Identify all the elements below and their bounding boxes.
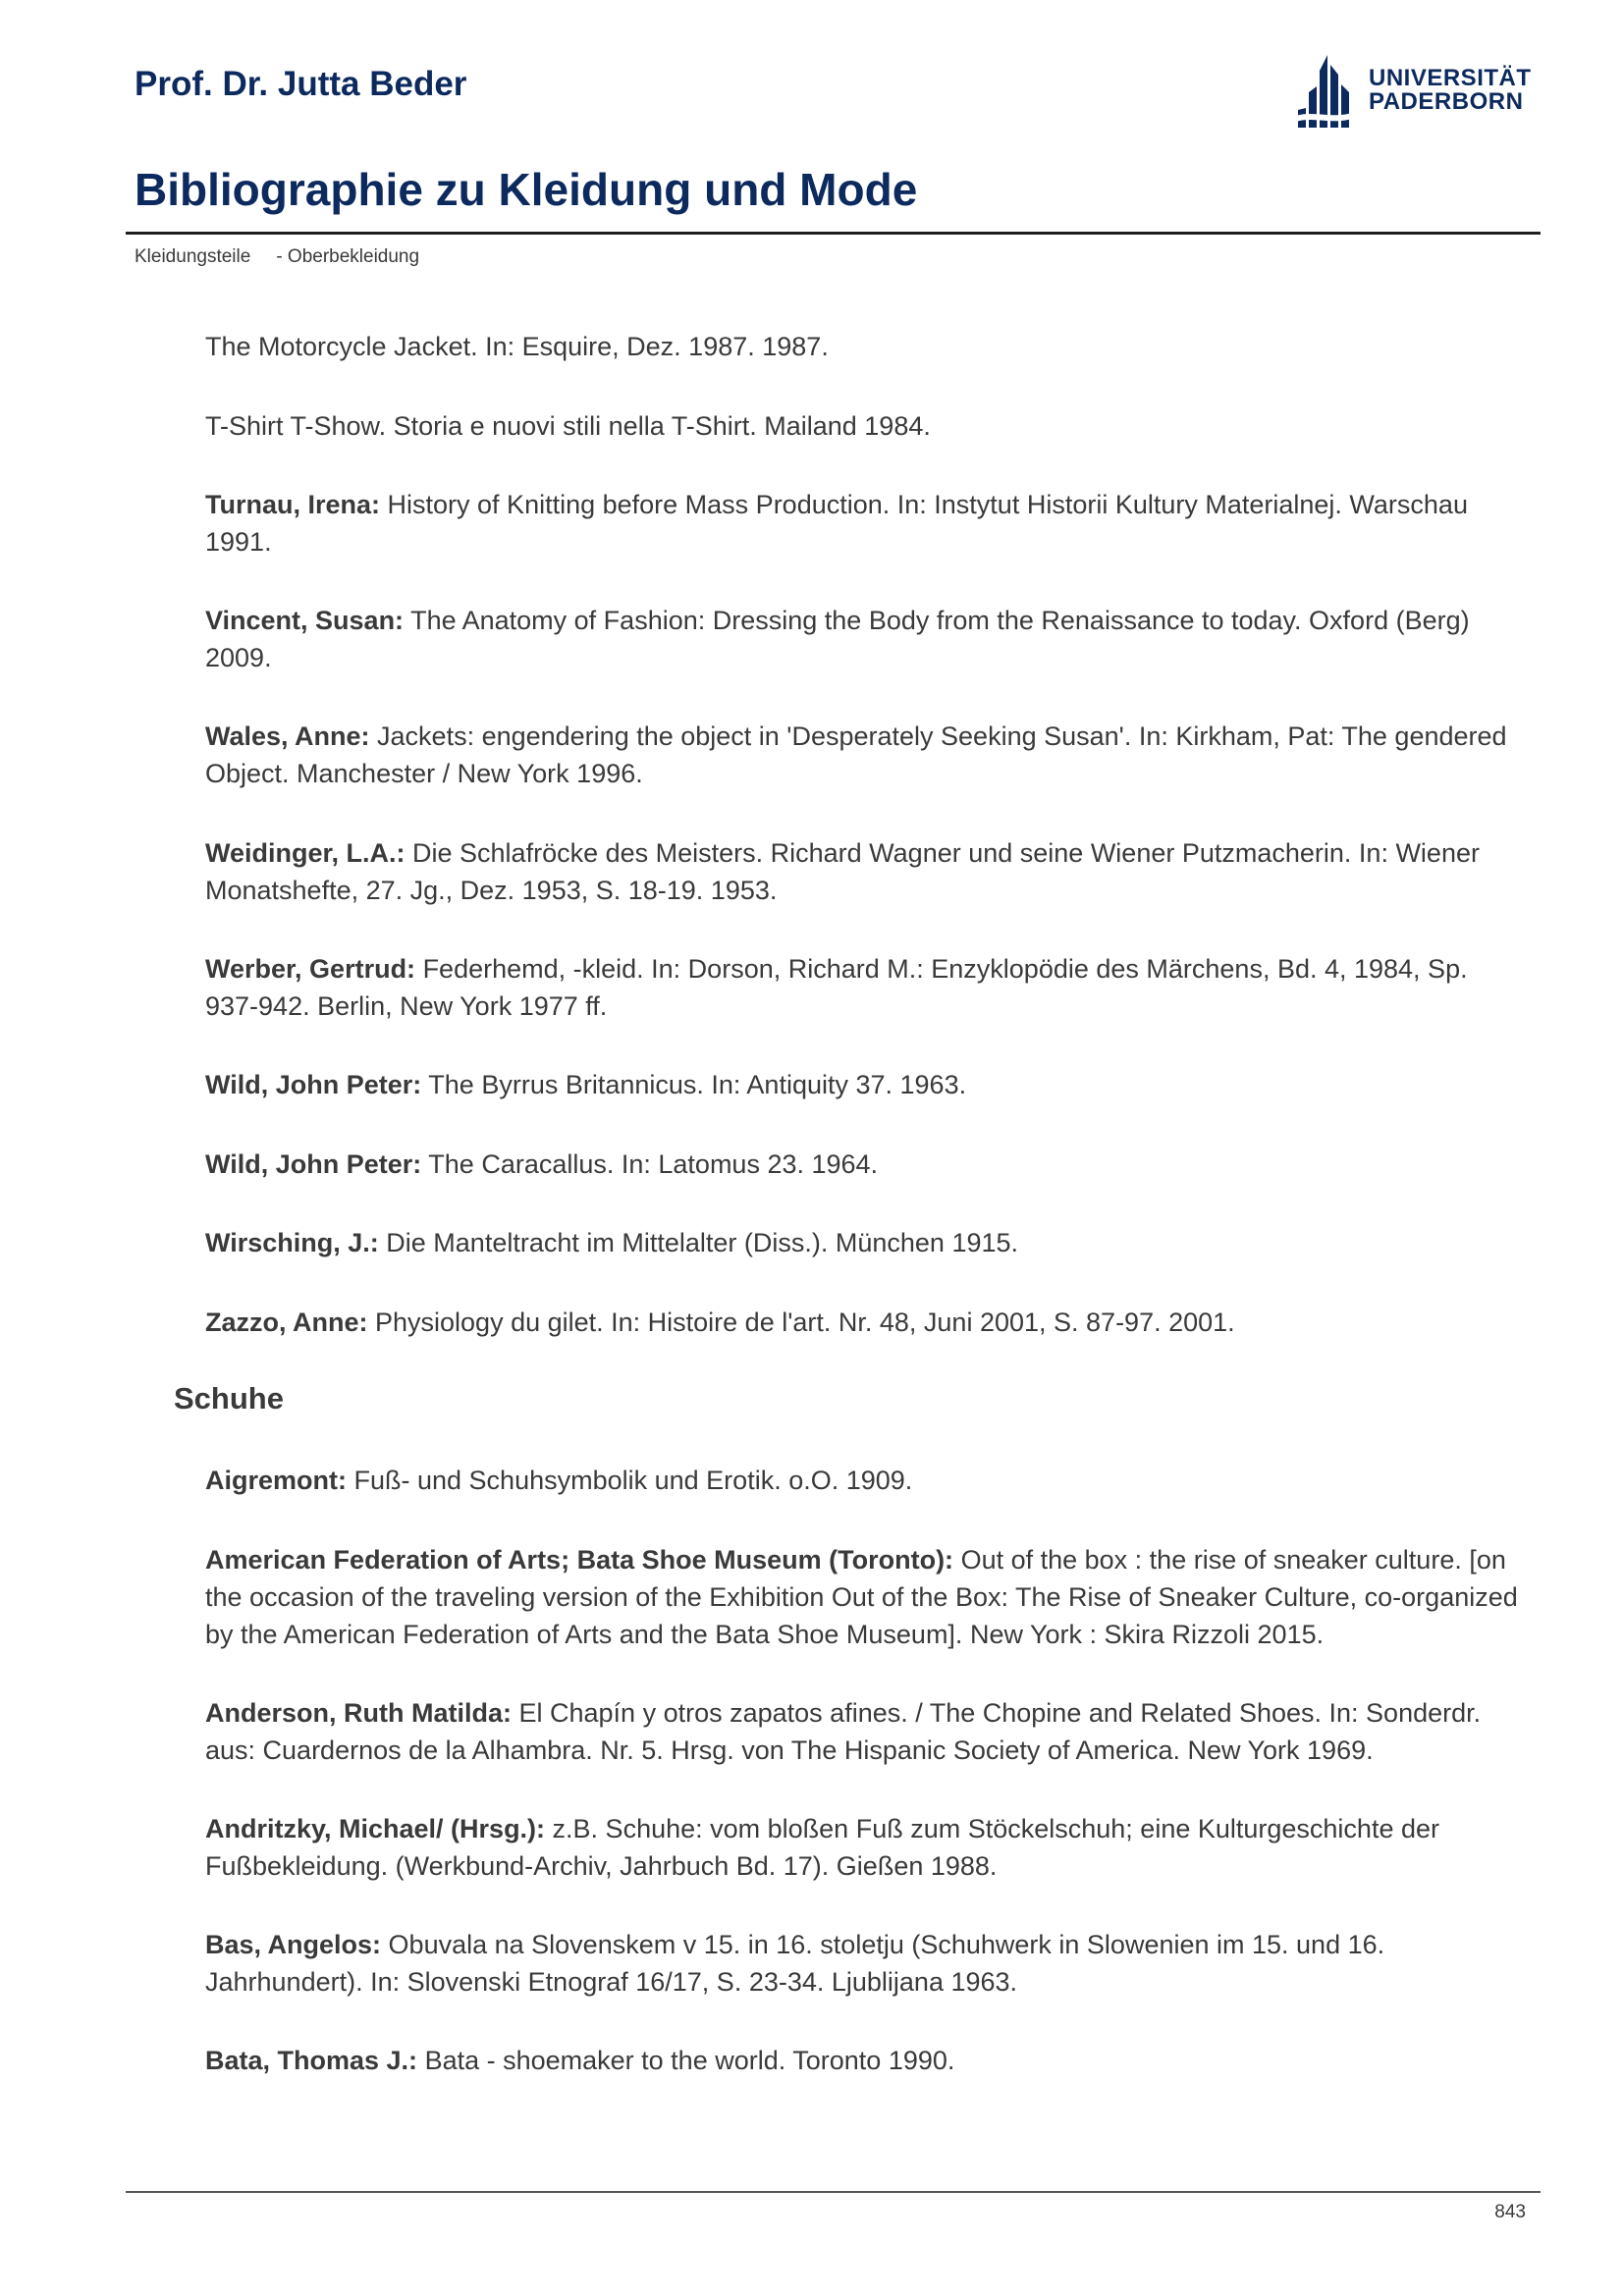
page-number: 843 (1494, 2202, 1526, 2222)
bibliography-entry (205, 1810, 1526, 1885)
bibliography-entry (205, 1462, 1526, 1499)
entry-text: El Chapín y otros zapatos afines. / The Chopine and Related Shoes. In: Sonderdr. aus: Cuardernos de la Alhambra. Nr. 5. Hrsg. von The Hispanic Society of America. New York 1969. (205, 1698, 1482, 1765)
bibliography-entry (205, 950, 1526, 1025)
bibliography-entry (205, 328, 1526, 365)
entry-text: Bata - shoemaker to the world. Toronto 1990. (417, 2046, 955, 2075)
entry-text: The Byrrus Britannicus. In: Antiquity 37. 1963. (421, 1070, 967, 1099)
entry-text: Physiology du gilet. In: Histoire de l'art. Nr. 48, Juni 2001, S. 87-97. 2001. (367, 1308, 1235, 1337)
logo-line-2: PADERBORN (1369, 88, 1524, 115)
entry-author: Werber, Gertrud: (205, 954, 416, 984)
entry-text: Jackets: engendering the object in 'Desperately Seeking Susan'. In: Kirkham, Pat: The gendered Object. Manchester / New York 1996. (205, 721, 1507, 788)
bibliography-entry (205, 1304, 1526, 1341)
author-name: Prof. Dr. Jutta Beder (135, 65, 467, 103)
entry-text: T-Shirt T-Show. Storia e nuovi stili nella T-Shirt. Mailand 1984. (205, 411, 931, 441)
entry-text: The Caracallus. In: Latomus 23. 1964. (421, 1149, 879, 1179)
entry-text: History of Knitting before Mass Production. In: Instytut Historii Kultury Materialnej. Warschau 1991. (205, 490, 1468, 557)
breadcrumb (135, 246, 419, 268)
document-title: Bibliographie zu Kleidung und Mode (135, 164, 918, 215)
entry-text: z.B. Schuhe: vom bloßen Fuß zum Stöckelschuh; eine Kulturgeschichte der Fußbekleidung. (Werkbund-Archiv, Jahrbuch Bd. 17). Gießen 1988. (205, 1814, 1439, 1881)
bibliography-entry (205, 407, 1526, 445)
entry-author: Zazzo, Anne: (205, 1308, 368, 1337)
entry-text: The Anatomy of Fashion: Dressing the Body from the Renaissance to today. Oxford (Berg) 2009. (205, 606, 1470, 672)
entry-author: Wales, Anne: (205, 721, 370, 751)
section-heading: Schuhe (174, 1381, 284, 1415)
entry-author: Andritzky, Michael/ (Hrsg.): (205, 1814, 546, 1843)
footer-divider (126, 2191, 1541, 2193)
entry-author: Anderson, Ruth Matilda: (205, 1698, 512, 1728)
entry-text: Federhemd, -kleid. In: Dorson, Richard M.: Enzyklopödie des Märchens, Bd. 4, 1984, Sp. 937-942. Berlin, New York 1977 ff. (205, 954, 1468, 1021)
entry-author: Bas, Angelos: (205, 1930, 382, 1959)
entry-author: Wild, John Peter: (205, 1149, 422, 1179)
university-logo-icon (1294, 51, 1359, 130)
entry-text: Die Schlafröcke des Meisters. Richard Wagner und seine Wiener Putzmacherin. In: Wiener Monatshefte, 27. Jg., Dez. 1953, S. 18-19. 1953. (205, 838, 1480, 905)
bibliography-entry (205, 1066, 1526, 1103)
entry-text: Obuvala na Slovenskem v 15. in 16. stoletju (Schuhwerk in Slowenien im 15. und 16. Jahrhundert). In: Slovenski Etnograf 16/17, S. 23-34. Ljublijana 1963. (205, 1930, 1385, 1997)
entry-text: Die Manteltracht im Mittelalter (Diss.). München 1915. (378, 1228, 1019, 1257)
entry-text: Fuß- und Schuhsymbolik und Erotik. o.O. 1909. (347, 1466, 913, 1495)
bibliography-entry (205, 1694, 1526, 1769)
entry-author: Bata, Thomas J.: (205, 2046, 418, 2075)
breadcrumb-subcategory: - Oberbekleidung (276, 246, 420, 267)
bibliography-entry (205, 834, 1526, 909)
bibliography-entry (205, 602, 1526, 676)
bibliography-entry (205, 718, 1526, 792)
bibliography-entry (205, 1926, 1526, 2001)
entry-author: Aigremont: (205, 1466, 347, 1495)
university-logo (1294, 51, 1532, 130)
entry-text: Out of the box : the rise of sneaker culture. [on the occasion of the traveling version of the Exhibition Out of the Box: The Rise of Sneaker Culture, co-organized by the American Federation of Arts and the Bata Shoe Museum]. New York : Skira Rizzoli 2015. (205, 1545, 1518, 1649)
logo-line-1: UNIVERSITÄT (1369, 65, 1532, 91)
bibliography-entry (205, 1541, 1526, 1653)
header-divider (126, 232, 1541, 235)
bibliography-entry (205, 1146, 1526, 1183)
breadcrumb-category: Kleidungsteile (135, 246, 251, 267)
entry-text: The Motorcycle Jacket. In: Esquire, Dez. 1987. 1987. (205, 332, 829, 361)
bibliography-entry (205, 486, 1526, 561)
entry-author: Weidinger, L.A.: (205, 838, 406, 868)
entry-author: Vincent, Susan: (205, 606, 405, 635)
bibliography-entry (205, 1224, 1526, 1261)
entry-author: Wirsching, J.: (205, 1228, 379, 1257)
entry-author: Turnau, Irena: (205, 490, 381, 519)
entry-author: Wild, John Peter: (205, 1070, 422, 1099)
entry-author: American Federation of Arts; Bata Shoe Museum (Toronto): (205, 1545, 954, 1575)
bibliography-entry (205, 2042, 1526, 2079)
